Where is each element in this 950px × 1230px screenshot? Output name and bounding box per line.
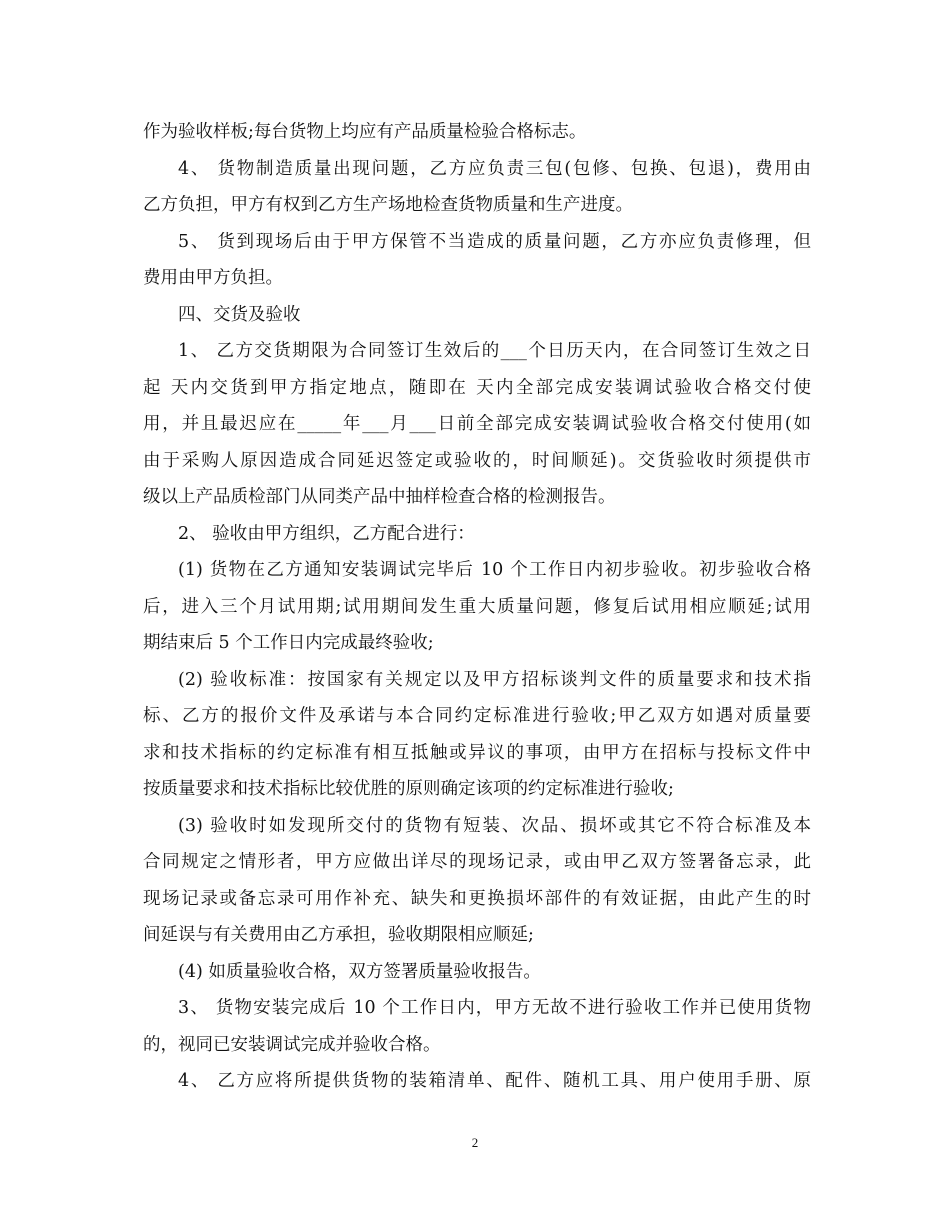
text-line: 期结束后 5 个工作日内完成最终验收; [143,633,434,653]
text-line: (4) 如质量验收合格，双方签署质量验收报告。 [178,961,541,982]
text-line: 2、 验收由甲方组织，乙方配合进行： [178,523,475,544]
text-line: 按质量要求和技术指标比较优胜的原则确定该项的约定标准进行验收; [143,779,674,799]
text-line: 求和技术指标的约定标准有相互抵触或异议的事项，由甲方在招标与投标文件中 [143,742,811,763]
text-line: 后，进入三个月试用期;试用期间发生重大质量问题，修复后试用相应顺延;试用 [143,596,811,617]
text-line: 4、 货物制造质量出现问题，乙方应负责三包(包修、包换、包退)，费用由 [178,158,811,179]
text-line: 5、 货到现场后由于甲方保管不当造成的质量问题，乙方亦应负责修理，但 [178,231,811,252]
text-line: 作为验收样板;每台货物上均应有产品质量检验合格标志。 [143,122,587,142]
text-line: 4、 乙方应将所提供货物的装箱清单、配件、随机工具、用户使用手册、原 [178,1071,811,1091]
text-line: 费用由甲方负担。 [143,268,283,288]
page-number: 2 [471,1135,479,1150]
document-body [143,114,811,1100]
text-line: 1、 乙方交货期限为合同签订生效后的___个日历天内，在合同签订生效之日 [178,341,811,361]
text-line: 用，并且最迟应在_____年___月___日前全部完成安装调试验收合格交付使用(如 [143,414,811,434]
text-line: 乙方负担，甲方有权到乙方生产场地检查货物质量和生产进度。 [143,195,633,215]
text-line: (1) 货物在乙方通知安装调试完毕后 10 个工作日内初步验收。初步验收合格 [178,560,811,580]
text-line: (2) 验收标准：按国家有关规定以及甲方招标谈判文件的质量要求和技术指 [178,669,811,690]
text-line: 由于采购人原因造成合同延迟签定或验收的，时间顺延)。交货验收时须提供市 [143,450,811,471]
text-line: 四、交货及验收 [178,304,301,325]
text-line: 3、 货物安装完成后 10 个工作日内，甲方无故不进行验收工作并已使用货物 [178,998,811,1018]
text-line: 级以上产品质检部门从同类产品中抽样检查合格的检测报告。 [143,487,616,507]
text-line: 现场记录或备忘录可用作补充、缺失和更换损坏部件的有效证据，由此产生的时 [143,888,811,909]
text-line: 合同规定之情形者，甲方应做出详尽的现场记录，或由甲乙双方签署备忘录，此 [143,852,811,872]
text-line: 标、乙方的报价文件及承诺与本合同约定标准进行验收;甲乙双方如遇对质量要 [143,706,811,726]
text-line: 的，视同已安装调试完成并验收合格。 [143,1034,441,1055]
text-line: 起 天内交货到甲方指定地点，随即在 天内全部完成安装调试验收合格交付使 [143,377,811,398]
text-line: 间延误与有关费用由乙方承担，验收期限相应顺延; [143,925,534,945]
text-line: (3) 验收时如发现所交付的货物有短装、次品、损坏或其它不符合标准及本 [178,815,811,836]
